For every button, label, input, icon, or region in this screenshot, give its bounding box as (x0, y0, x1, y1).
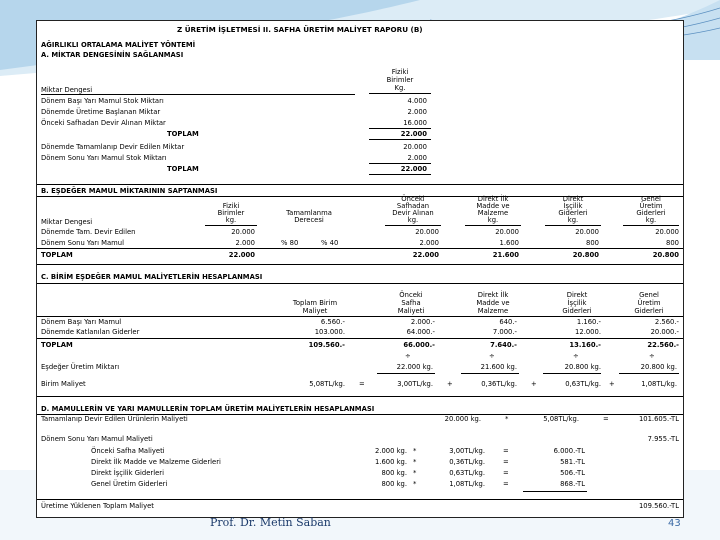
c-head-onceki: Safha (401, 299, 421, 307)
c-row-onceki: 2.000.- (410, 318, 435, 326)
d-line1-qty: 20.000 kg. (444, 415, 481, 423)
b-head-fiz: Birimler (217, 209, 245, 217)
section-c-title: C. BİRİM EŞDEĞER MAMUL MALİYETLERİN HESAPLANMASI (41, 273, 263, 281)
b-head-deg: Derecesi (294, 216, 324, 224)
a-total2-value: 22.000 (400, 165, 427, 173)
page-number: 43 (668, 518, 681, 529)
a-row-label: Dönemde Üretime Başlanan Miktar (41, 108, 161, 116)
c-total-onceki: 66.000.- (403, 341, 435, 349)
b-row-dig: 800 (586, 239, 599, 247)
c-row-label: Dönem Başı Yarı Mamul (41, 318, 122, 326)
section-b-title: B. EŞDEĞER MAMUL MİKTARININ SAPTANMASI (41, 187, 218, 195)
method-title: AĞIRLIKLI ORTALAMA MALİYET YÖNTEMİ (41, 41, 196, 49)
d-sub-price: 3,00TL/kg. (449, 447, 485, 455)
a-row-label: Dönem Başı Yarı Mamul Stok Miktarı (41, 97, 164, 105)
d-line1-amount: 101.605.-TL (638, 415, 679, 423)
b-head-dig: İşçilik (563, 202, 583, 210)
d-final-label: Üretime Yüklenen Toplam Maliyet (41, 502, 154, 510)
b-head-dig: kg. (567, 216, 579, 224)
d-sub-label: Genel Üretim Giderleri (91, 480, 168, 488)
c-div-sign: ÷ (649, 352, 655, 360)
b-total-gug: 20.800 (652, 251, 679, 259)
b-row-fiz: 20.000 (231, 228, 255, 236)
b-head-gug: Genel (641, 195, 661, 203)
b-total-fiz: 22.000 (228, 251, 255, 259)
d-line1-eq: = (603, 415, 609, 423)
d-final-amount: 109.560.-TL (638, 502, 679, 510)
c-row-dilm: 7.000.- (492, 328, 517, 336)
a-out-value: 20.000 (403, 143, 427, 151)
c-head-gug: Giderleri (634, 307, 664, 315)
section-a-title: A. MİKTAR DENGESİNİN SAĞLANMASI (41, 51, 184, 59)
b-row-fiz: 2.000 (235, 239, 255, 247)
c-head-dig: Direkt (566, 291, 588, 299)
section-d-title: D. MAMULLERİN VE YARI MAMULLERİN TOPLAM ÜRETİM MALİYETLERİN HESAPLANMASI (41, 405, 375, 413)
d-sub-qty: 800 kg. (381, 480, 407, 488)
c-head-dig: İşçilik (567, 299, 587, 307)
a-header-line1: Fiziki (391, 68, 409, 76)
cost-report (36, 20, 684, 518)
b-row-label: Dönemde Tam. Devir Edilen (41, 228, 136, 236)
c-unit-onceki: 3,00TL/kg. (397, 380, 433, 388)
b-row-onceki: 2.000 (419, 239, 439, 247)
a-balance-label: Miktar Dengesi (41, 86, 93, 94)
d-line1-label: Tamamlanıp Devir Edilen Ürünlerin Maliyeti (41, 415, 188, 423)
c-head-top: Toplam Birim (292, 299, 338, 307)
c-head-top: Maliyet (302, 307, 328, 315)
a-row-value: 4.000 (407, 97, 427, 105)
c-head-dilm: Madde ve (476, 299, 510, 307)
b-head-gug: Giderleri (636, 209, 666, 217)
b-head-dig: Direkt (562, 195, 584, 203)
c-plus-sign: + (609, 380, 615, 388)
b-row-gug: 800 (666, 239, 679, 247)
b-row-deg2: % 40 (321, 239, 339, 247)
a-row-value: 2.000 (407, 108, 427, 116)
d-sub-op: * (413, 458, 417, 466)
c-div-sign: ÷ (405, 352, 411, 360)
a-row-value: 16.000 (403, 119, 427, 127)
d-sub-op: * (413, 480, 417, 488)
c-plus-sign: + (531, 380, 537, 388)
b-total-onceki: 22.000 (412, 251, 439, 259)
d-sub-eq: = (503, 469, 509, 477)
b-total-label: TOPLAM (41, 251, 73, 259)
c-unit-top: 5,08TL/kg. (309, 380, 345, 388)
c-row-gug: 2.560.- (654, 318, 679, 326)
a-out-value: 2.000 (407, 154, 427, 162)
c-div-sign: ÷ (573, 352, 579, 360)
c-head-onceki: Maliyeti (397, 307, 425, 315)
d-sub-label: Direkt İlk Madde ve Malzeme Giderleri (91, 458, 221, 466)
b-head-fiz: kg. (225, 216, 237, 224)
c-row-top: 103.000. (314, 328, 345, 336)
b-head-gug: Üretim (639, 202, 663, 210)
d-sub-label: Direkt İşçilik Giderleri (91, 469, 164, 477)
b-row-dilm: 20.000 (495, 228, 519, 236)
d-sub-price: 0,63TL/kg. (449, 469, 485, 477)
d-sub-eq: = (503, 447, 509, 455)
c-total-top: 109.560.- (308, 341, 345, 349)
a-row-label: Önceki Safhadan Devir Alınan Miktar (41, 119, 166, 127)
d-line1-price: 5,08TL/kg. (543, 415, 579, 423)
c-eq-dig: 20.800 kg. (564, 363, 601, 371)
d-sub-eq: = (503, 458, 509, 466)
c-eq-dilm: 21.600 kg. (480, 363, 517, 371)
c-unit-gug: 1,08TL/kg. (641, 380, 677, 388)
d-sub-qty: 1.600 kg. (374, 458, 407, 466)
c-head-gug: Üretim (637, 299, 661, 307)
c-row-top: 6.560.- (320, 318, 345, 326)
a-header-line3: Kg. (394, 84, 406, 92)
c-total-gug: 22.560.- (647, 341, 679, 349)
d-sub-amount: 506.-TL (560, 469, 585, 477)
d-sub-amount: 868.-TL (560, 480, 585, 488)
a-header-line2: Birimler (386, 76, 414, 84)
c-eq-gug: 20.800 kg. (640, 363, 677, 371)
c-row-dig: 12.000. (575, 328, 601, 336)
c-div-sign: ÷ (489, 352, 495, 360)
b-row-label: Dönem Sonu Yarı Mamul (41, 239, 124, 247)
b-head-gug: kg. (645, 216, 657, 224)
d-sub-amount: 6.000.-TL (553, 447, 585, 455)
b-head-onceki: Devir Alınan (392, 209, 434, 217)
c-total-dilm: 7.640.- (490, 341, 517, 349)
c-row-dilm: 640.- (499, 318, 517, 326)
c-row-onceki: 64.000.- (406, 328, 435, 336)
d-sub-op: * (413, 469, 417, 477)
d-sub-qty: 2.000 kg. (374, 447, 407, 455)
c-head-dig: Giderleri (562, 307, 592, 315)
c-unit-dig: 0,63TL/kg. (565, 380, 601, 388)
d-line1-op: * (505, 415, 509, 423)
d-sub-eq: = (503, 480, 509, 488)
b-head-dilm: Direkt İlk (477, 195, 509, 203)
b-head-dilm: Madde ve (476, 202, 510, 210)
c-total-label: TOPLAM (41, 341, 73, 349)
b-head-dig: Giderleri (558, 209, 588, 217)
b-row-dig: 20.000 (575, 228, 599, 236)
c-plus-sign: + (447, 380, 453, 388)
b-head-fiz: Fiziki (222, 202, 240, 210)
a-total1-value: 22.000 (400, 130, 427, 138)
d-sub-qty: 800 kg. (381, 469, 407, 477)
d-line2-amount: 7.955.-TL (647, 435, 679, 443)
c-row-gug: 20.000.- (650, 328, 679, 336)
c-row-dig: 1.160.- (576, 318, 601, 326)
c-unit-dilm: 0,36TL/kg. (481, 380, 517, 388)
a-out-label: Dönemde Tamamlanıp Devir Edilen Miktar (41, 143, 185, 151)
a-total1-label: TOPLAM (167, 130, 199, 138)
d-sub-op: * (413, 447, 417, 455)
b-head-onceki: Önceki (401, 195, 425, 203)
d-sub-price: 0,36TL/kg. (449, 458, 485, 466)
b-row-gug: 20.000 (655, 228, 679, 236)
b-head-deg: Tamamlanma (286, 209, 332, 217)
d-line2-label: Dönem Sonu Yarı Mamul Maliyeti (41, 435, 153, 443)
b-head-dilm: kg. (487, 216, 499, 224)
a-out-label: Dönem Sonu Yarı Mamul Stok Miktarı (41, 154, 167, 162)
c-total-dig: 13.160.- (569, 341, 601, 349)
b-total-dig: 20.800 (572, 251, 599, 259)
b-row-deg1: % 80 (281, 239, 299, 247)
c-eq-sign: = (359, 380, 365, 388)
b-row-dilm: 1.600 (499, 239, 519, 247)
d-sub-price: 1,08TL/kg. (449, 480, 485, 488)
c-head-onceki: Önceki (399, 291, 423, 299)
c-unit-label: Birim Maliyet (41, 380, 86, 388)
b-total-dilm: 21.600 (492, 251, 519, 259)
c-head-dilm: Direkt İlk (477, 291, 509, 299)
b-row-onceki: 20.000 (415, 228, 439, 236)
b-head-onceki: Safhadan (396, 202, 430, 210)
c-row-label: Dönemde Katlanılan Giderler (41, 328, 140, 336)
report-title: Z ÜRETİM İŞLETMESİ II. SAFHA ÜRETİM MALİYET RAPORU (B) (177, 25, 423, 34)
b-head-onceki: kg. (407, 216, 419, 224)
c-head-gug: Genel (639, 291, 659, 299)
d-sub-label: Önceki Safha Maliyeti (91, 447, 165, 455)
d-sub-amount: 581.-TL (560, 458, 585, 466)
c-head-dilm: Malzeme (477, 307, 509, 315)
b-head-dilm: Malzeme (477, 209, 509, 217)
footer-author: Prof. Dr. Metin Saban (210, 516, 331, 529)
c-eq-onceki: 22.000 kg. (396, 363, 433, 371)
a-total2-label: TOPLAM (167, 165, 199, 173)
b-balance-label: Miktar Dengesi (41, 218, 93, 226)
c-eq-label: Eşdeğer Üretim Miktarı (41, 363, 120, 371)
